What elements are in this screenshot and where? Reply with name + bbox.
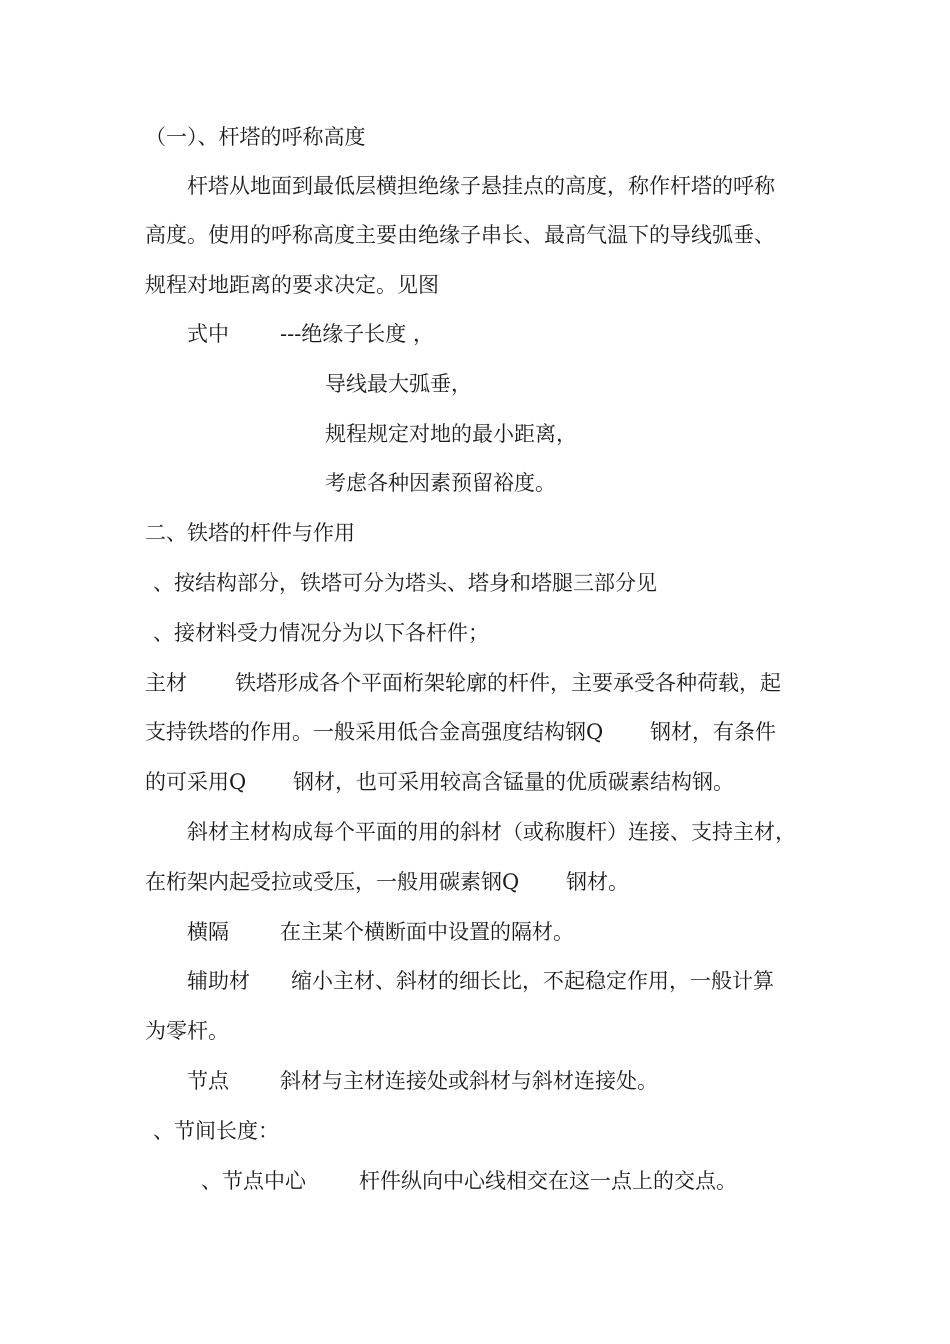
paragraph-line: 的可采用Q 钢材，也可采用较高含锰量的优质碳素结构钢。 xyxy=(145,770,734,794)
paragraph-line: 规程对地距离的要求决定。见图 xyxy=(145,273,439,297)
term-label: 主材 xyxy=(145,671,187,695)
paragraph-line: 为零杆。 xyxy=(145,1019,229,1043)
paragraph-line: 杆塔从地面到最低层横担绝缘子悬挂点的高度，称作杆塔的呼称 xyxy=(187,174,775,198)
formula-item: ---绝缘子长度 ， xyxy=(280,322,434,346)
list-item: 、接材料受力情况分为以下各杆件； xyxy=(153,621,489,645)
formula-item: 导线最大弧垂， xyxy=(325,372,472,396)
term-definition: 在主某个横断面中设置的隔材。 xyxy=(280,920,574,944)
paragraph-line: 斜材主材构成每个平面的用的斜材（或称腹杆）连接、支持主材， xyxy=(187,820,796,844)
term-label: 辅助材 xyxy=(187,969,250,993)
term-definition: 缩小主材、斜材的细长比，不起稳定作用，一般计算 xyxy=(291,969,774,993)
formula-item: 考虑各种因素预留裕度。 xyxy=(325,471,556,495)
paragraph-line: 铁塔形成各个平面桁架轮廓的杆件，主要承受各种荷载，起 xyxy=(235,671,781,695)
term-definition: 杆件纵向中心线相交在这一点上的交点。 xyxy=(359,1169,737,1193)
paragraph-line: 高度。使用的呼称高度主要由绝缘子串长、最高气温下的导线弧垂、 xyxy=(145,223,775,247)
formula-label: 式中 xyxy=(187,322,229,346)
section-heading-1: （一）、杆塔的呼称高度 xyxy=(145,125,366,149)
term-label: 横隔 xyxy=(187,920,229,944)
list-item: 、节间长度： xyxy=(153,1119,279,1143)
section-heading-2: 二、铁塔的杆件与作用 xyxy=(145,521,355,545)
term-definition: 斜材与主材连接处或斜材与斜材连接处。 xyxy=(280,1069,658,1093)
paragraph-line: 支持铁塔的作用。一般采用低合金高强度结构钢Q 钢材，有条件 xyxy=(145,720,776,744)
term-label: 、节点中心 xyxy=(201,1169,306,1193)
term-label: 节点 xyxy=(187,1069,229,1093)
formula-item: 规程规定对地的最小距离， xyxy=(325,422,577,446)
paragraph-line: 在桁架内起受拉或受压，一般用碳素钢Q 钢材。 xyxy=(145,870,629,894)
list-item: 、按结构部分，铁塔可分为塔头、塔身和塔腿三部分见 xyxy=(153,571,657,595)
